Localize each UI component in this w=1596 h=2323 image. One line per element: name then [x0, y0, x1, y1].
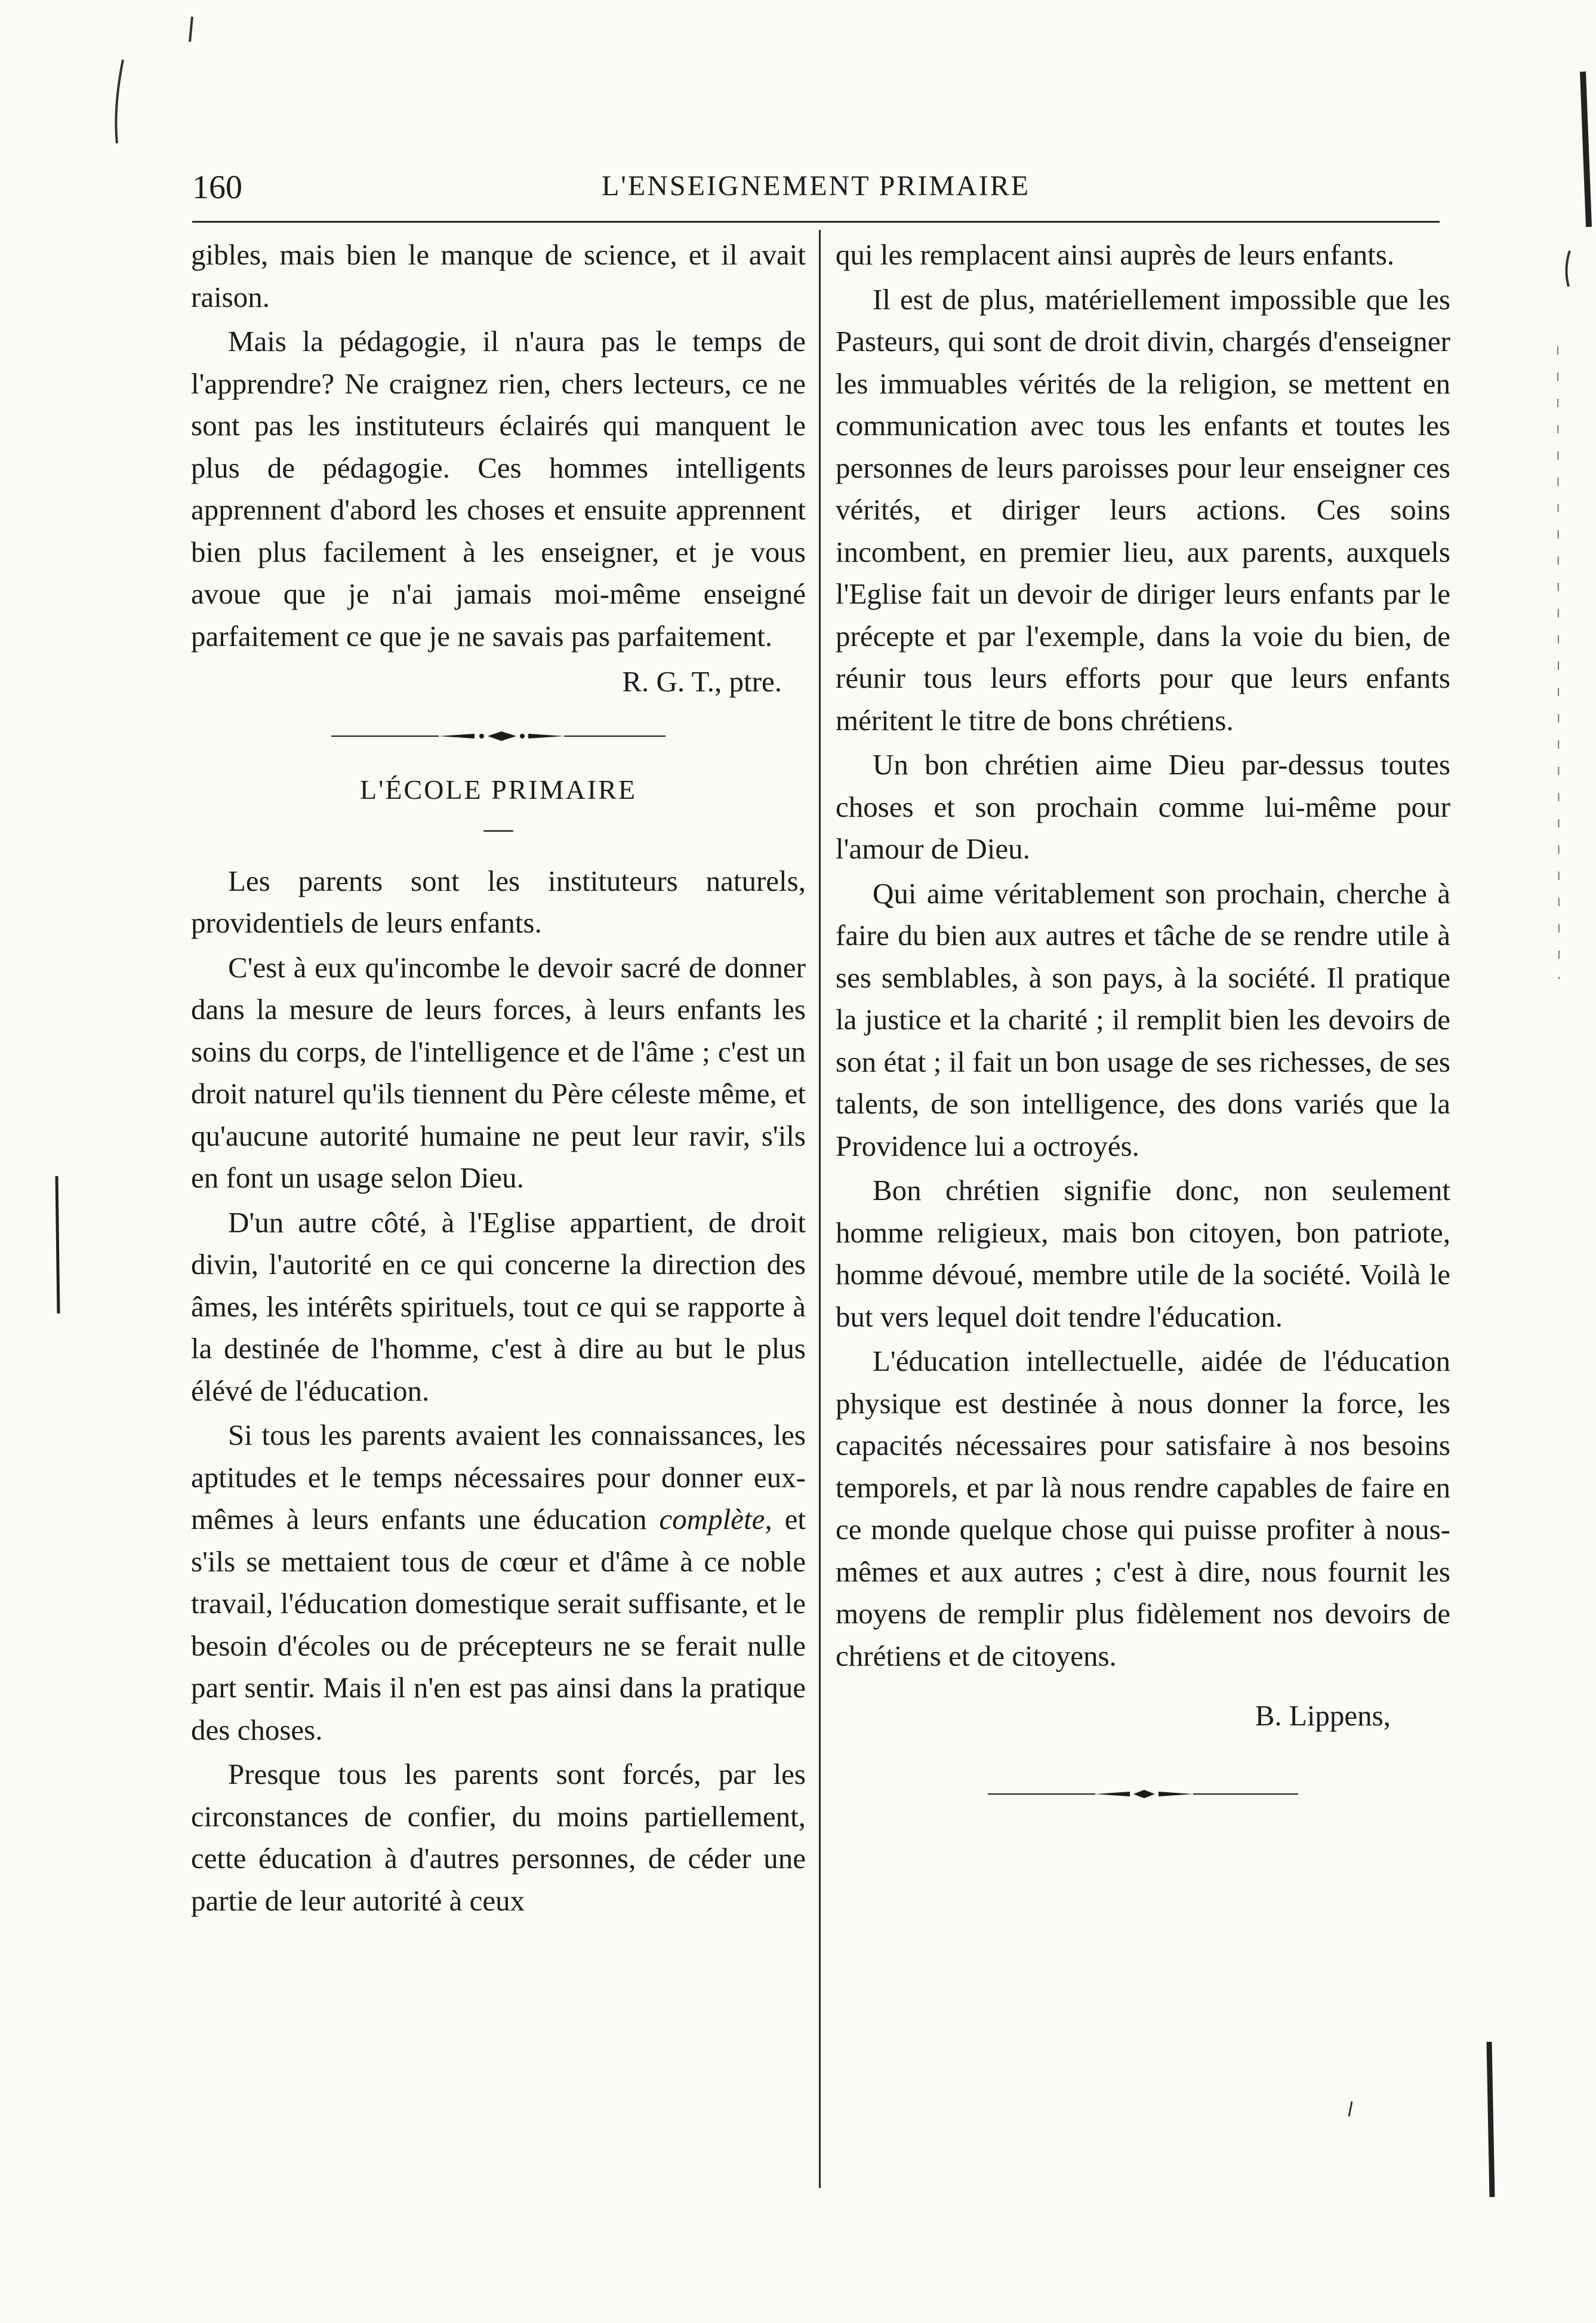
column-divider: [819, 230, 821, 2188]
running-title: L'ENSEIGNEMENT PRIMAIRE: [601, 170, 1031, 202]
title-dash: —: [483, 811, 513, 844]
right-column: [836, 234, 1450, 1827]
paragraph-remplacent: qui les remplacent ainsi auprès de leurs enfants.: [836, 238, 1395, 271]
page-number: 160: [192, 169, 242, 206]
page-header: [192, 162, 1440, 216]
signature-lippens: B. Lippens,: [1255, 1699, 1391, 1732]
paragraph-si-tous-end: et s'ils se mettaient tous de cœur et d'âme à ce noble travail, l'éducation domestique serait suffisante, et le besoin d'écoles ou de précepteurs ne se ferait nulle part sentir. Mais il n'en est pas ainsi dans la pratique des choses.: [191, 1503, 806, 1746]
left-column: [191, 234, 806, 1924]
paragraph-education: L'éducation intellectuelle, aidée de l'éducation physique est destinée à nous donner la force, les capacités nécessaires pour satisfaire à nos besoins temporels, et par là nous rendre capables de faire en ce monde quelque chose qui puisse profiter à nous-mêmes et aux autres ; c'est à dire, nous fournit les moyens de remplir plus fidèlement nos devoirs de chrétiens et de citoyens.: [836, 1344, 1450, 1672]
paragraph-si-tous-start: Si tous les parents avaient les connaissances, les aptitudes et le temps nécessaires pour donner eux-mêmes à leurs enfants une éducation: [191, 1419, 806, 1536]
section-title: L'ÉCOLE PRIMAIRE: [360, 774, 637, 805]
paragraph-pedagogie: Mais la pédagogie, il n'aura pas le temps de l'apprendre? Ne craignez rien, chers lecteurs, ce ne sont pas les instituteurs éclairés qui manquent le plus de pédagogie. Ces hommes intelligents apprennent d'abord les choses et ensuite apprennent bien plus facilement à les enseigner, et je vous avoue que je n'ai jamais moi-même enseigné parfaitement ce que je ne savais pas parfaitement.: [191, 325, 806, 653]
paragraph-parents: Les parents sont les instituteurs naturels, providentiels de leurs enfants.: [191, 864, 806, 939]
paragraph-eglise: D'un autre côté, à l'Eglise appartient, de droit divin, l'autorité en ce qui concerne la direction des âmes, les intérêts spirituels, tout ce qui se rapporte à la destinée de l'homme, c'est à dire au but le plus élévé de l'éducation.: [191, 1205, 806, 1407]
paragraph-continuation: gibles, mais bien le manque de science, et il avait raison.: [191, 238, 806, 313]
paragraph-prochain: Qui aime véritablement son prochain, cherche à faire du bien aux autres et tâche de se rendre utile à ses semblables, à son pays, à la société. Il pratique la justice et la charité ; il remplit bien les devoirs de son état ; il fait un bon usage de ses richesses, de ses talents, de son intelligence, des dons variés que la Providence lui a octroyés.: [836, 876, 1450, 1162]
paragraph-citoyen: Bon chrétien signifie donc, non seulement homme religieux, mais bon citoyen, bon patriote, homme dévoué, membre utile de la société. Voilà le but vers lequel doit tendre l'éducation.: [836, 1174, 1450, 1333]
paragraph-presque: Presque tous les parents sont forcés, par les circonstances de confier, du moins partiellement, cette éducation à d'autres personnes, de céder une partie de leur autorité à ceux: [191, 1758, 806, 1917]
ornament-rule-icon: [331, 727, 665, 745]
paragraph-si-tous: [191, 1414, 806, 1751]
paragraph-devoir: C'est à eux qu'incombe le devoir sacré de donner dans la mesure de leurs forces, à leurs enfants les soins du corps, de l'intelligence et de l'âme ; c'est un droit naturel qu'ils tiennent du Père céleste même, et qu'aucune autorité humaine ne peut leur ravir, s'ils en font un usage selon Dieu.: [191, 950, 806, 1194]
header-rule: [192, 221, 1440, 223]
end-ornament-icon: [988, 1785, 1298, 1803]
paragraph-bon-chretien: Un bon chrétien aime Dieu par-dessus toutes choses et son prochain comme lui-même pour l'amour de Dieu.: [836, 748, 1450, 865]
paragraph-pasteurs: Il est de plus, matériellement impossible que les Pasteurs, qui sont de droit divin, chargés d'enseigner les immuables vérités de la religion, se mettent en communication avec tous les enfants et toutes les personnes de leurs paroisses pour leur enseigner ces vérités, et diriger leurs actions. Ces soins incombent, en premier lieu, aux parents, auxquels l'Eglise fait un devoir de diriger leurs enfants par le précepte et par l'exemple, dans la voie du bien, de réunir tous leurs efforts pour que leurs enfants méritent le titre de bons chrétiens.: [836, 282, 1450, 737]
emphasis-complete: complète,: [659, 1503, 772, 1536]
signature-rgt: R. G. T., ptre.: [622, 665, 782, 698]
end-ornament: [836, 1773, 1450, 1815]
ornamental-divider: [191, 715, 806, 757]
